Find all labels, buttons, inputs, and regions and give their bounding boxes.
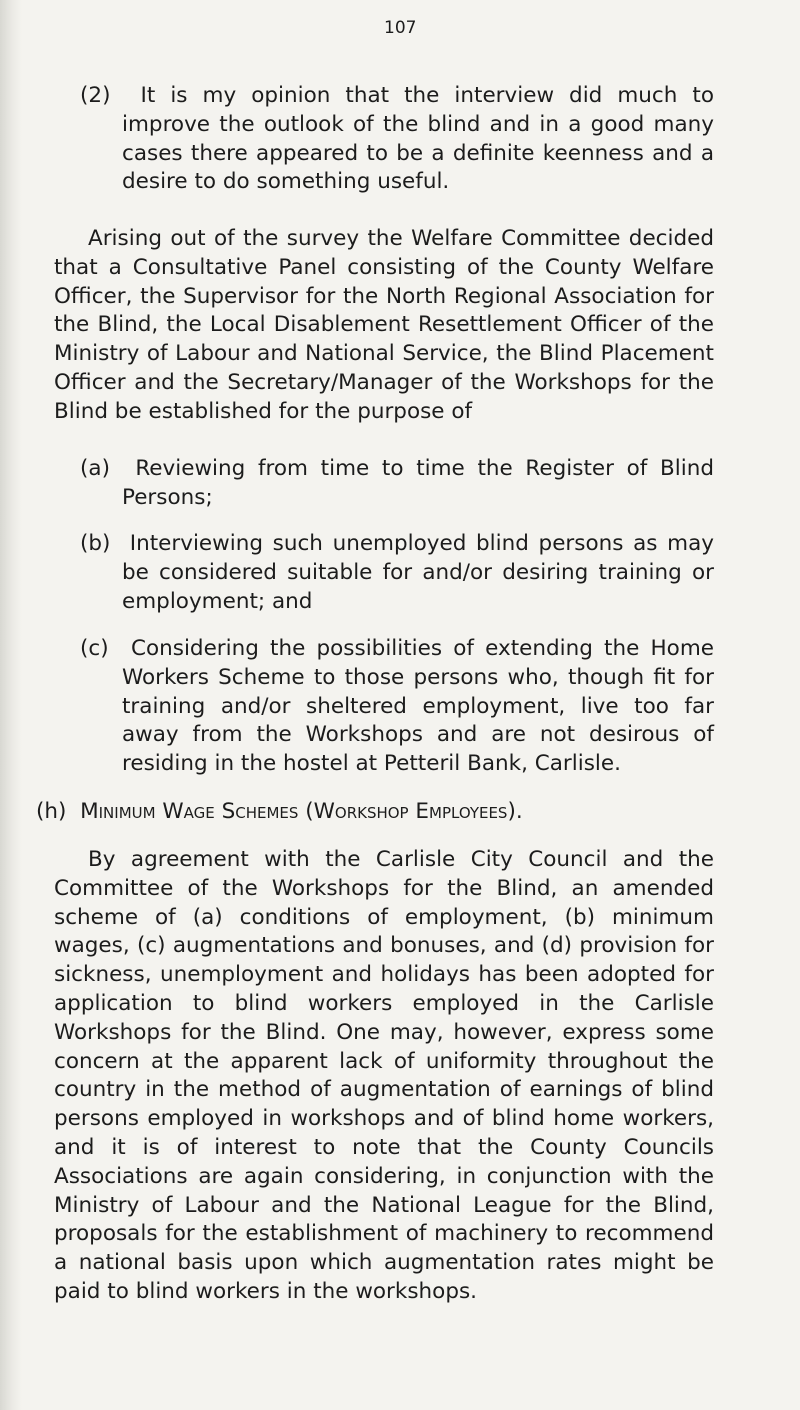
page-edge-shadow bbox=[0, 0, 22, 1410]
arising-paragraph bbox=[54, 225, 714, 427]
list-item-a bbox=[80, 455, 714, 513]
paragraph-2 bbox=[80, 82, 714, 197]
arising-text: Arising out of the survey the Welfare Committee decided that a Consultative Panel consisting of the County Welfare Officer, the Supervisor for the North Regional Association for the Blind, the Local Disablement Resettlement Officer of the Ministry of Labour and National Service, the Blind Placement Officer and the Secretary/Manager of the Workshops for the Blind be established for the purpose of bbox=[54, 226, 714, 424]
list-item-c bbox=[80, 635, 714, 779]
item-b-text: Interviewing such unemployed blind persons as may be considered suitable for and/or desiring training or employment; and bbox=[122, 531, 714, 614]
page-number: 107 bbox=[384, 18, 417, 38]
list-item-b bbox=[80, 530, 714, 616]
paragraph-2-label: (2) bbox=[80, 83, 111, 108]
section-h-label: (h) bbox=[36, 799, 67, 824]
section-h-heading bbox=[36, 798, 736, 827]
item-b-label: (b) bbox=[80, 531, 111, 556]
item-a-label: (a) bbox=[80, 456, 110, 481]
body-text: By agreement with the Carlisle City Council and the Committee of the Workshops for the Blind, an amended scheme of (a) conditions of employment, (b) minimum wages, (c) augmentations and bonuses, and (d) provision for sickness, unemployment and holidays has been adopted for application to blind workers employed in the Carlisle Workshops for the Blind. One may, however, express some concern at the apparent lack of uniformity throughout the country in the method of augmentation of earnings of blind persons employed in workshops and of blind home workers, and it is of interest to note that the County Councils Associations are again considering, in conjunction with the Ministry of Labour and the National League for the Blind, proposals for the establishment of machinery to recommend a national basis upon which augmentation rates might be paid to blind workers in the workshops. bbox=[54, 847, 714, 1304]
body-paragraph bbox=[54, 846, 714, 1307]
paragraph-2-text: (2) It is my opinion that the interview did much to improve the outlook of the blind and in a good many cases there appeared to be a definite keenness and a desire to do something useful. bbox=[80, 83, 714, 195]
item-a-text: Reviewing from time to time the Register of Blind Persons; bbox=[122, 456, 714, 510]
item-c-label: (c) bbox=[80, 636, 109, 661]
item-c-text: Considering the possibilities of extending the Home Workers Scheme to those persons who, though fit for training and/or sheltered employment, live too far away from the Workshops and are not desirous of residing in the hostel at Petteril Bank, Carlisle. bbox=[122, 636, 714, 777]
section-h-title: Minimum Wage Schemes (Workshop Employees). bbox=[80, 799, 523, 824]
